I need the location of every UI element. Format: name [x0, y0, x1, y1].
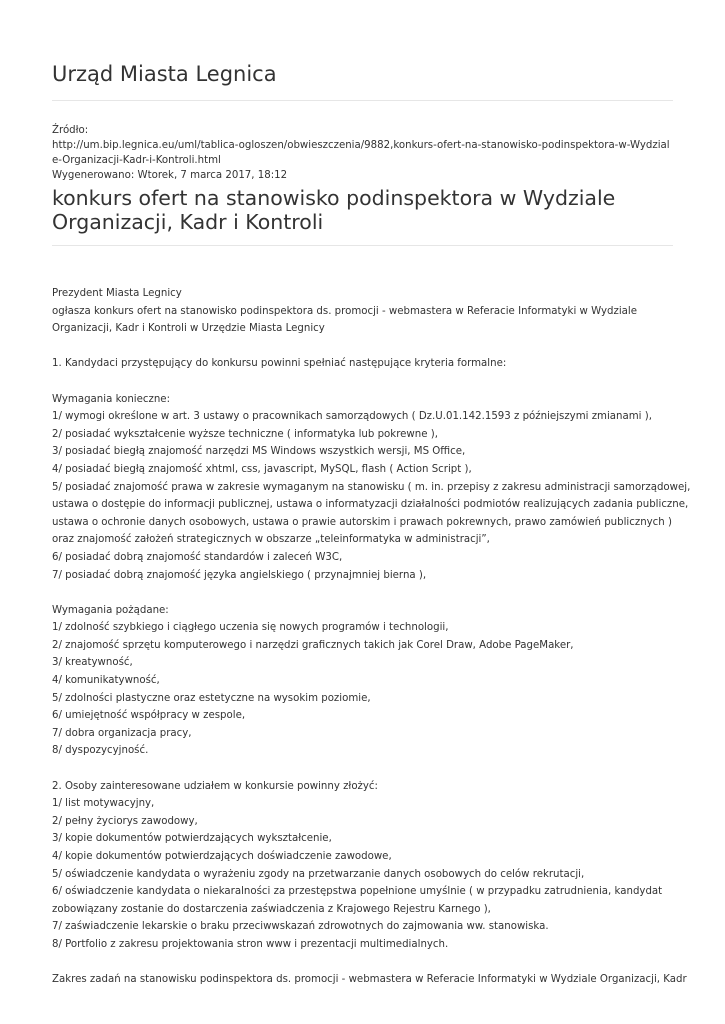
desired-list [52, 602, 682, 760]
source-label: Źródło: [52, 125, 89, 136]
list-item: oraz znajomość założeń strategicznych w obszarze „teleinformatyka w administracji”, [52, 534, 490, 546]
list-item: zobowiązany zostanie do dostarczenia zaświadczenia z Krajowego Rejestru Karnego ), [52, 903, 491, 915]
list-item: 8/ Portfolio z zakresu projektowania stron www i prezentacji multimedialnych. [52, 938, 449, 950]
list-item: 3/ kopie dokumentów potwierdzających wykształcenie, [52, 833, 332, 845]
generated-timestamp: Wygenerowano: Wtorek, 7 marca 2017, 18:12 [52, 170, 288, 181]
list-item: 2/ pełny życiorys zawodowy, [52, 815, 198, 827]
list-item: 3/ kreatywność, [52, 657, 133, 669]
list-item: 4/ kopie dokumentów potwierdzających doświadczenie zawodowe, [52, 851, 392, 862]
article-content [52, 285, 691, 1006]
list-item: ustawa o ochronie danych osobowych, ustawa o prawie autorskim i prawach pokrewnych, prawo zamówień publicznych ) [52, 516, 672, 528]
list-item: 1/ wymogi określone w art. 3 ustawy o pracownikach samorządowych ( Dz.U.01.142.1593 z późniejszymi zmianami ), [52, 411, 652, 423]
intro-line: ogłasza konkurs ofert na stanowisko podinspektora ds. promocji - webmastera w Referacie Informatyki w Wydziale [52, 305, 637, 317]
site-title: Urząd Miasta Legnica [52, 62, 277, 86]
list-item: 4/ komunikatywność, [52, 675, 160, 687]
list-item: 7/ dobra organizacja pracy, [52, 727, 192, 739]
source-block [52, 123, 674, 183]
scope-line: Zakres zadań na stanowisku podinspektora ds. promocji - webmastera w Referacie Informatyki w Wydziale Organizacji, Kadr [52, 974, 687, 986]
intro-line: Prezydent Miasta Legnicy [52, 288, 182, 299]
list-item: 1/ zdolność szybkiego i ciągłego uczenia się nowych programów i technologii, [52, 622, 449, 634]
list-item: 7/ zaświadczenie lekarskie o braku przeciwwskazań zdrowotnych do zajmowania ww. stanowiska. [52, 921, 549, 933]
list-item: ustawa o dostępie do informacji publicznej, ustawa o informatyzacji działalności podmiotów realizujących zadania publiczne, [52, 499, 689, 511]
list-item: 7/ posiadać dobrą znajomość języka angielskiego ( przynajmniej bierna ), [52, 569, 427, 581]
list-item: 5/ oświadczenie kandydata o wyrażeniu zgody na przetwarzanie danych osobowych do celów rekrutacji, [52, 868, 585, 880]
list-item: 3/ posiadać biegłą znajomość narzędzi MS Windows wszystkich wersji, MS Office, [52, 446, 466, 458]
list-item: 2/ posiadać wykształcenie wyższe techniczne ( informatyka lub pokrewne ), [52, 428, 438, 440]
list-item: 5/ posiadać znajomość prawa w zakresie wymaganym na stanowisku ( m. in. przepisy z zakresu administracji samorządowej, [52, 481, 691, 493]
list-item: 5/ zdolności plastyczne oraz estetyczne na wysokim poziomie, [52, 692, 371, 704]
list-item: 6/ oświadczenie kandydata o niekaralności za przestępstwa popełnione umyślnie ( w przypadku zatrudnienia, kandydat [52, 886, 663, 898]
scope-paragraph [52, 971, 687, 989]
section-heading-text: 1. Kandydaci przystępujący do konkursu powinni spełniać następujące kryteria formalne: [52, 358, 507, 370]
title-divider [52, 245, 673, 246]
list-heading: Wymagania pożądane: [52, 604, 169, 616]
list-item: 4/ posiadać biegłą znajomość xhtml, css, javascript, MySQL, flash ( Action Script ), [52, 463, 472, 475]
list-item: 2/ znajomość sprzętu komputerowego i narzędzi graficznych takich jak Corel Draw, Adobe PageMaker, [52, 639, 574, 651]
list-heading: Wymagania konieczne: [52, 393, 170, 405]
required-list [52, 391, 691, 585]
article-title: konkurs ofert na stanowisko podinspektora w Wydziale Organizacji, Kadr i Kontroli [52, 186, 616, 234]
documents-list [52, 778, 682, 954]
section1-heading [52, 355, 682, 373]
intro-paragraph [52, 285, 682, 338]
intro-line: Organizacji, Kadr i Kontroli w Urzędzie Miasta Legnicy [52, 323, 325, 335]
list-item: 1/ list motywacyjny, [52, 798, 155, 810]
list-heading: 2. Osoby zainteresowane udziałem w konkursie powinny złożyć: [52, 780, 378, 792]
header-divider [52, 100, 673, 101]
list-item: 6/ umiejętność współpracy w zespole, [52, 710, 246, 722]
source-url[interactable]: http://um.bip.legnica.eu/uml/tablica-ogloszen/obwieszczenia/9882,konkurs-ofert-na-stanowisko-podinspektora-w-Wydziale-Organizacji-Kadr-i-Kontroli.html [52, 140, 670, 166]
list-item: 6/ posiadać dobrą znajomość standardów i zaleceń W3C, [52, 551, 343, 563]
list-item: 8/ dyspozycyjność. [52, 745, 149, 757]
